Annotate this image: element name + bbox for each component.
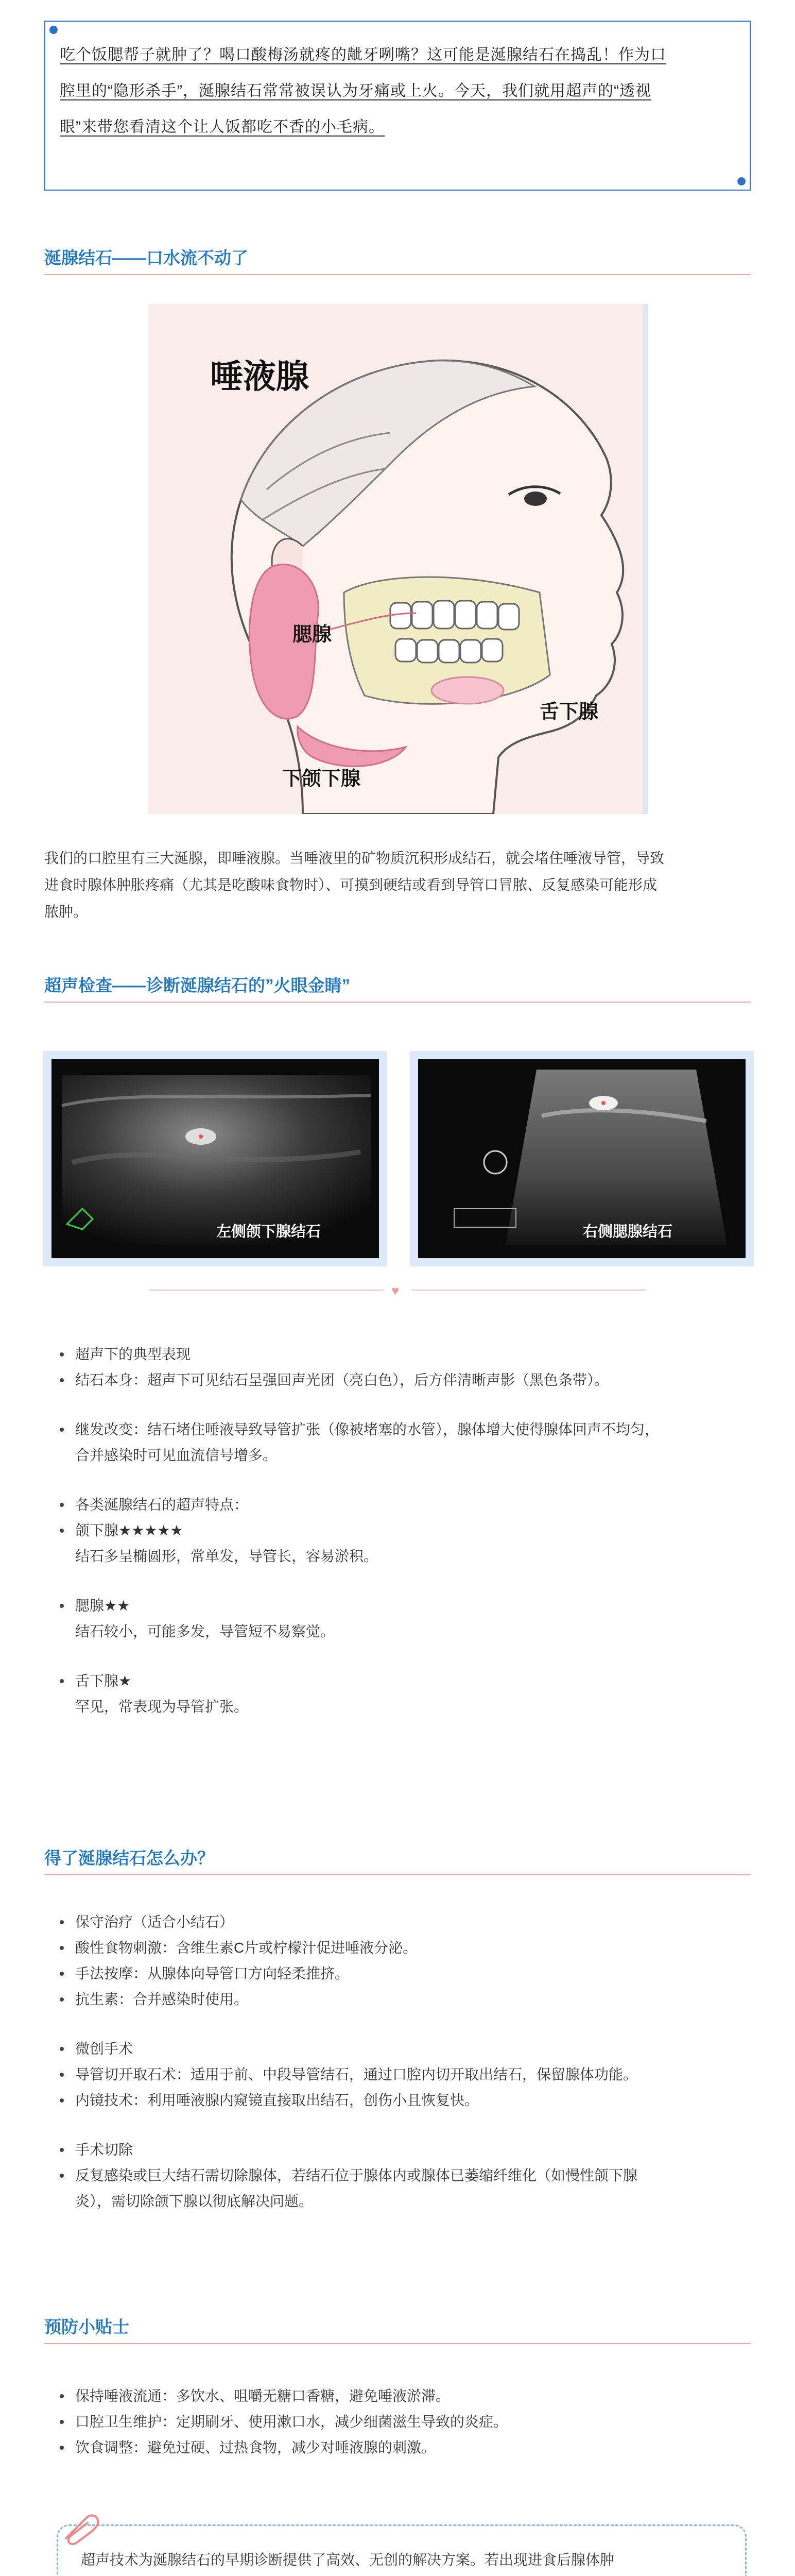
treatment-list: [60, 1909, 750, 2214]
illustration-frame: [643, 304, 648, 814]
section-title: 得了涎腺结石怎么办？: [44, 1849, 214, 1868]
label-parotid: 腮腺: [292, 623, 332, 646]
list-item: 口腔卫生维护：定期刷牙、使用漱口水，减少细菌滋生导致的炎症。: [60, 2409, 750, 2435]
list-item: 抗生素：合并感染时使用。: [60, 1987, 750, 2012]
corner-dot: [49, 26, 58, 34]
intro-line: [60, 109, 735, 145]
intro-text-1: 吃个饭腮帮子就肿了？喝口酸梅汤就疼的龇牙咧嘴？这可能是涎腺结石在捣乱！作为口: [60, 46, 666, 63]
ultrasound-image-right: [410, 1051, 754, 1266]
salivary-gland-illustration: [148, 304, 648, 814]
intro-box: [44, 21, 751, 191]
section-title: 预防小贴士: [44, 2317, 129, 2336]
corner-dot: [737, 177, 746, 185]
list-item: 导管切开取石术：适用于前、中段导管结石，通过口腔内切开取出结石，保留腺体功能。: [60, 2062, 750, 2088]
scan-texture: [51, 1059, 379, 1258]
item-description: 罕见，常表现为导管扩张。: [75, 1699, 249, 1715]
paperclip-icon: [61, 2510, 102, 2546]
para-line: 脓肿。: [44, 904, 88, 920]
section-heading: [44, 974, 751, 1003]
illustration-title: 唾液腺: [210, 358, 309, 396]
summary-line: 超声技术为涎腺结石的早期诊断提供了高效、无创的解决方案。若出现进食后腺体肿: [81, 2552, 615, 2568]
list-item: 颌下腺★★★★★: [60, 1518, 750, 1544]
list-item: 超声下的典型表现: [60, 1342, 750, 1367]
list-item: 腮腺★★: [60, 1593, 750, 1619]
list-item: 酸性食物刺激：含维生素C片或柠檬汁促进唾液分泌。: [60, 1935, 750, 1961]
para-line: 我们的口腔里有三大涎腺，即唾液腺。当唾液里的矿物质沉积形成结石，就会堵住唾液导管，导致: [44, 850, 665, 866]
list-item: 手术切除: [60, 2137, 750, 2163]
list-item: 各类涎腺结石的超声特点：: [60, 1492, 750, 1518]
ultrasound-scan: [418, 1059, 746, 1258]
scan-texture: [418, 1059, 746, 1258]
summary-line: [81, 2573, 722, 2576]
section-heading: [44, 2315, 751, 2344]
section-heading: [44, 1846, 751, 1875]
image-caption: 左侧颌下腺结石: [216, 1223, 321, 1240]
divider-line: [149, 1290, 384, 1291]
item-description: 结石多呈椭圆形，常单发，导管长，容易淤积。: [75, 1548, 378, 1564]
ultrasound-scan: [51, 1059, 379, 1258]
intro-text-3: 眼”来带您看清这个让人饭都吃不香的小毛病。: [60, 118, 385, 135]
section1-paragraph: [44, 845, 751, 925]
list-item: 结石本身：超声下可见结石呈强回声光团（亮白色），后方伴清晰声影（黑色条带）。: [60, 1367, 750, 1393]
list-item: 保持唾液流通：多饮水、咀嚼无糖口香糖，避免唾液淤滞。: [60, 2383, 750, 2409]
image-caption: 右侧腮腺结石: [583, 1223, 673, 1240]
section-title: 涎腺结石——口水流不动了: [44, 248, 248, 267]
list-item: 微创手术: [60, 2036, 750, 2062]
list-item: 内镜技术：利用唾液腺内窥镜直接取出结石，创伤小且恢复快。: [60, 2088, 750, 2113]
section-title: 超声检查——诊断涎腺结石的”火眼金睛”: [44, 976, 350, 995]
list-item: 舌下腺★: [60, 1668, 750, 1694]
prevention-tips-list: [60, 2383, 750, 2461]
intro-text-2: 腔里的“隐形杀手”，涎腺结石常常被误认为牙痛或上火。今天，我们就用超声的“透视: [60, 82, 651, 99]
label-sublingual: 舌下腺: [540, 700, 599, 723]
heart-icon: ♥: [391, 1283, 400, 1298]
list-item: 手法按摩：从腺体向导管口方向轻柔推挤。: [60, 1961, 750, 1987]
list-item: 继发改变：结石堵住唾液导致导管扩张（像被堵塞的水管），腺体增大使得腺体回声不均匀，: [60, 1417, 750, 1443]
divider-line: [411, 1290, 646, 1291]
list-item-continued: 合并感染时可见血流信号增多。: [75, 1447, 278, 1463]
section-heading: [44, 246, 751, 275]
list-item-continued: 炎），需切除颌下腺以彻底解决问题。: [75, 2193, 314, 2209]
list-item: 保守治疗（适合小结石）: [60, 1909, 750, 1935]
decorative-divider: [149, 1283, 646, 1298]
para-line: 进食时腺体肿胀疼痛（尤其是吃酸味食物时）、可摸到硬结或看到导管口冒脓、反复感染可能形成: [44, 877, 658, 893]
item-description: 结石较小，可能多发，导管短不易察觉。: [75, 1623, 335, 1639]
list-item: 反复感染或巨大结石需切除腺体，若结石位于腺体内或腺体已萎缩纤维化（如慢性颌下腺: [60, 2163, 750, 2189]
ultrasound-features-list: [60, 1342, 750, 1720]
label-submandibular: 下颌下腺: [282, 767, 361, 790]
summary-box: [57, 2524, 747, 2576]
list-item: 饮食调整：避免过硬、过热食物，减少对唾液腺的刺激。: [60, 2435, 750, 2461]
intro-line: [60, 73, 735, 109]
intro-line: [60, 37, 735, 73]
ultrasound-image-left: [43, 1051, 387, 1266]
